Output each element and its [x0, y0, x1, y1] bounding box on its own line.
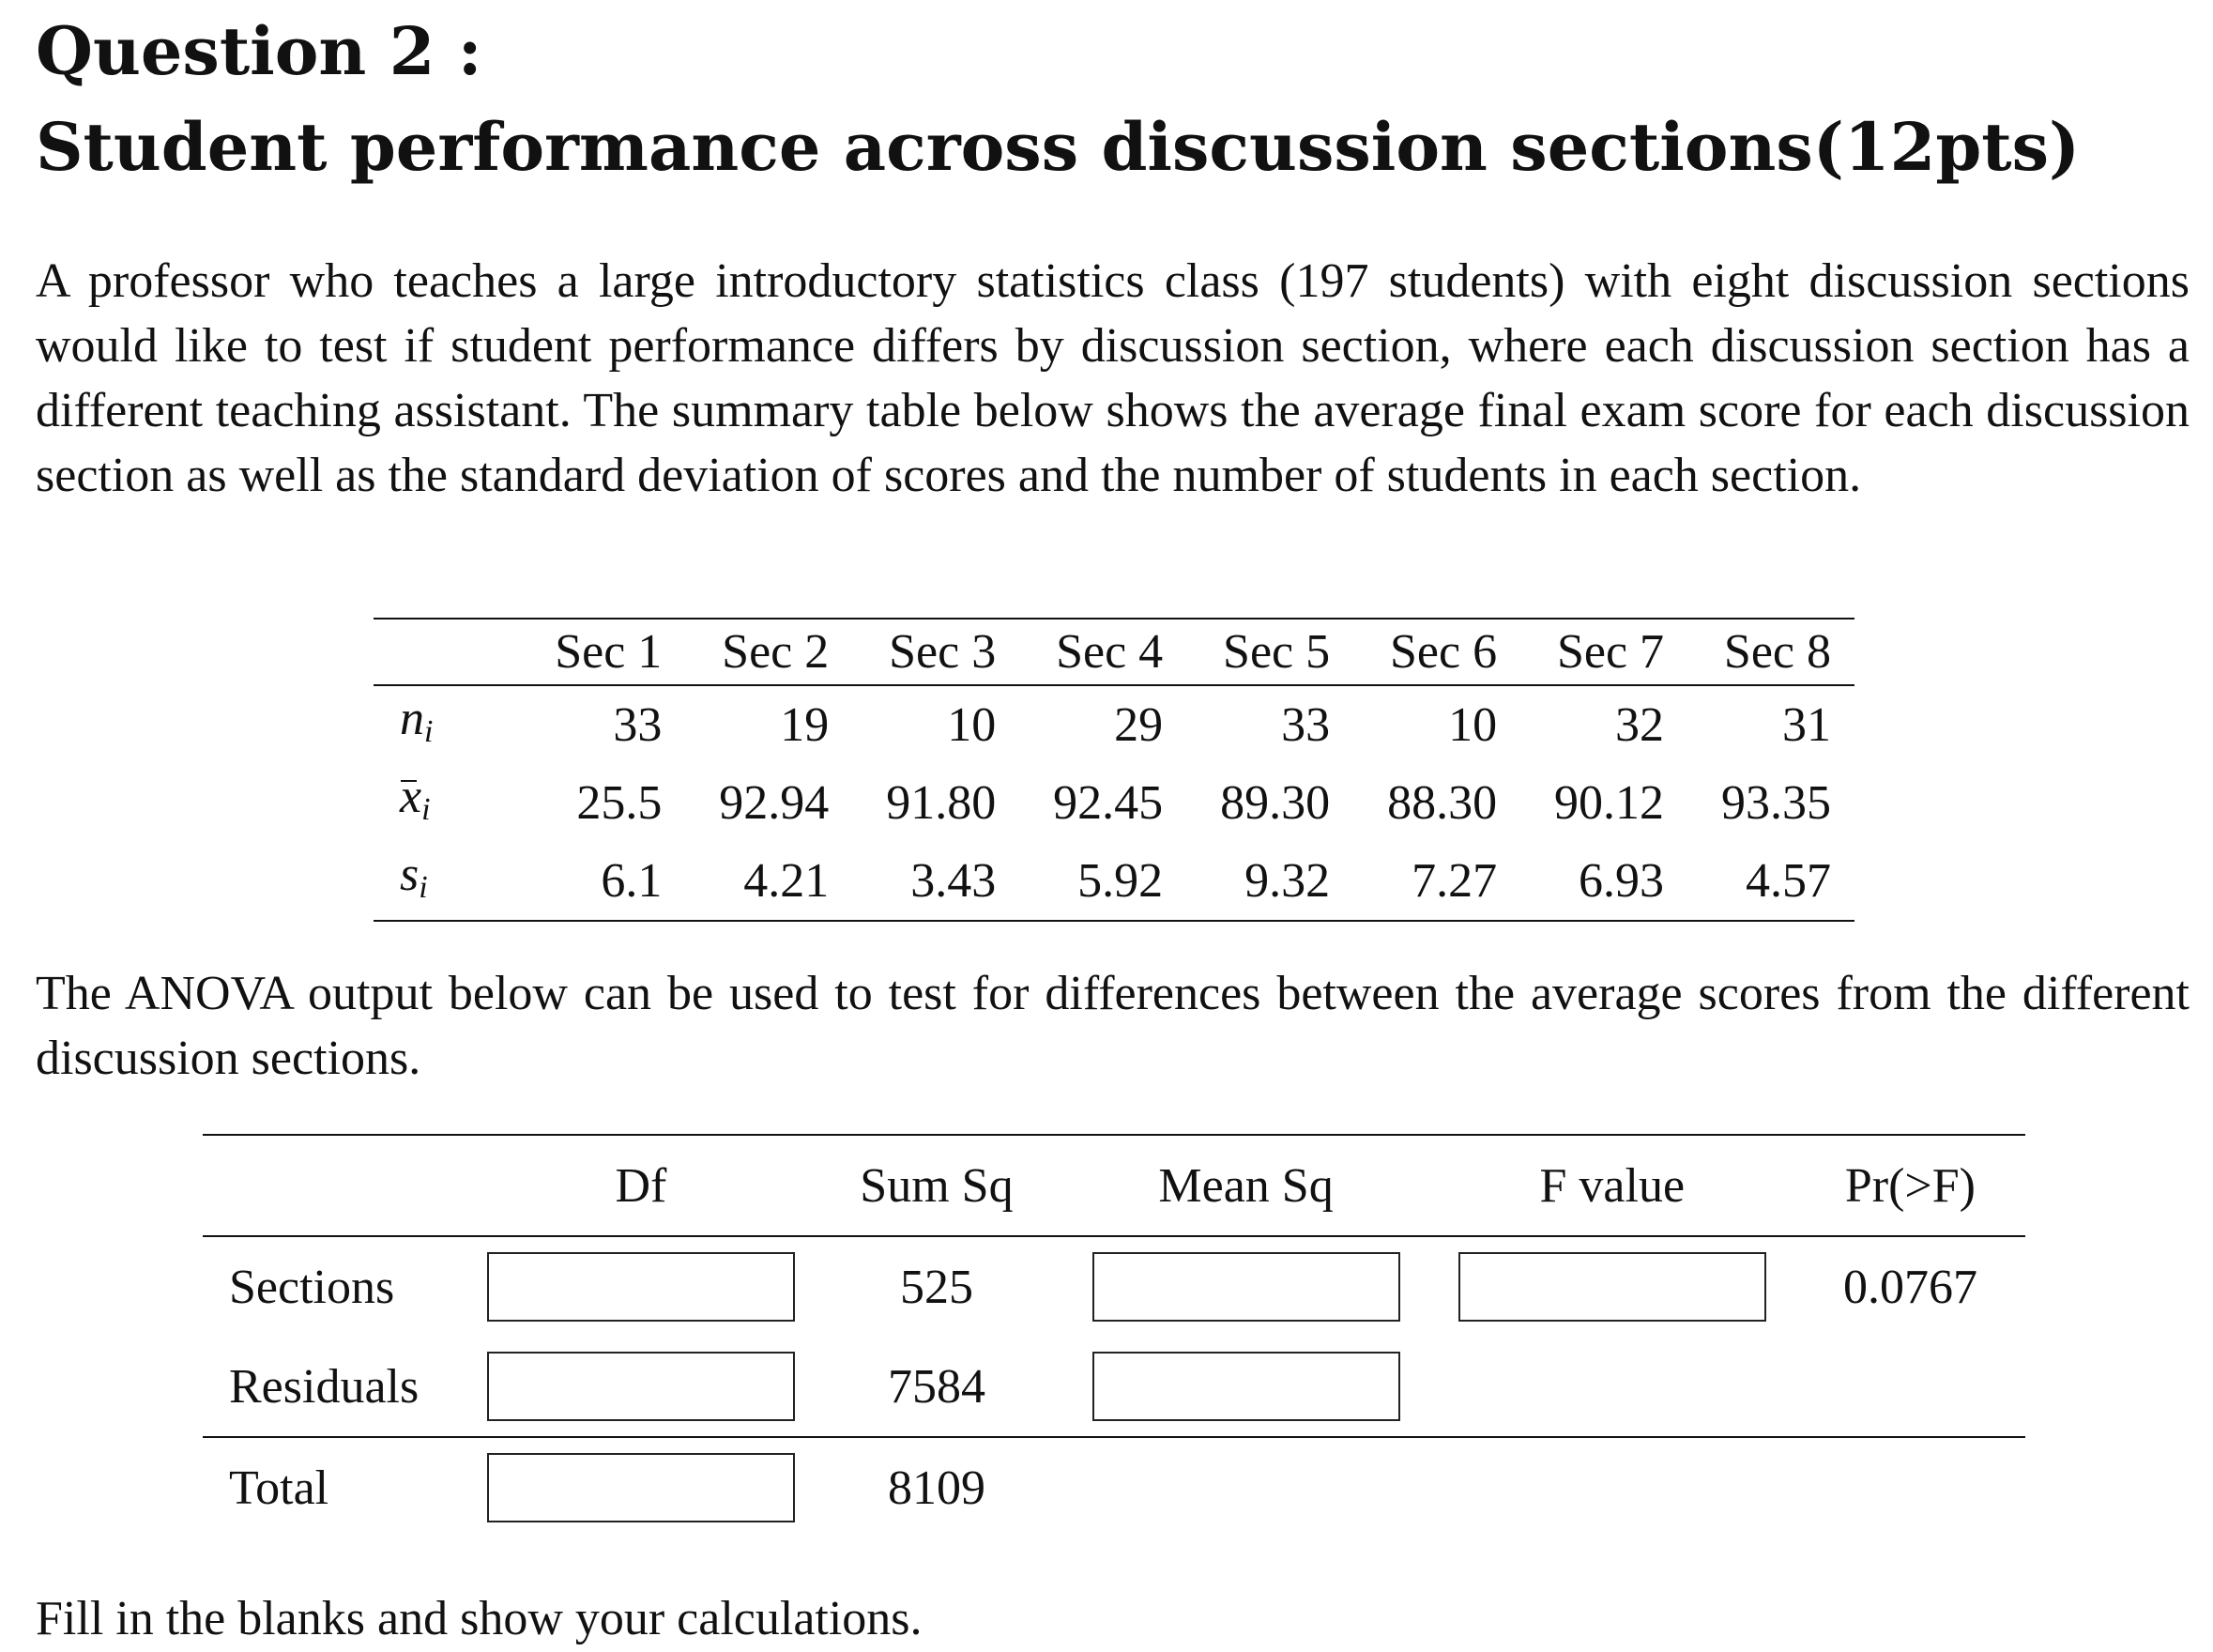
summary-cell: 25.5	[576, 776, 663, 830]
sections-f-value-blank[interactable]	[1458, 1252, 1766, 1322]
sections-df-blank[interactable]	[487, 1252, 795, 1322]
anova-row-total	[203, 1437, 2025, 1537]
summary-cell: 93.35	[1721, 776, 1831, 830]
anova-cell-sum-sq: 525	[899, 1260, 973, 1314]
row-symbol-xbar	[374, 764, 522, 842]
row-symbol-s	[374, 842, 522, 921]
anova-cell-mean-sq	[1062, 1337, 1428, 1437]
anova-cell-df	[471, 1437, 810, 1537]
summary-row-mean	[374, 764, 1854, 842]
summary-row-n	[374, 685, 1854, 764]
anova-header-row	[203, 1135, 2025, 1236]
summary-cell: 33	[613, 698, 663, 752]
anova-header-sum-sq: Sum Sq	[860, 1158, 1014, 1213]
anova-cell-df	[471, 1236, 810, 1337]
summary-header-cell: Sec 5	[1223, 625, 1331, 679]
anova-row-label: Total	[229, 1461, 329, 1515]
symbol-letter: s	[400, 848, 420, 901]
anova-cell-f-value	[1429, 1236, 1795, 1337]
anova-cell-p-value: 0.0767	[1842, 1260, 1977, 1314]
closing-instruction: Fill in the blanks and show your calculations.	[36, 1592, 923, 1645]
summary-cell: 5.92	[1077, 854, 1164, 908]
summary-cell: 91.80	[886, 776, 997, 830]
summary-cell: 19	[780, 698, 830, 752]
symbol-subscript: i	[424, 714, 434, 749]
summary-cell: 89.30	[1220, 776, 1331, 830]
anova-cell-empty	[1429, 1337, 1795, 1437]
anova-cell-empty	[1795, 1437, 2025, 1537]
summary-table	[374, 618, 1854, 922]
summary-cell: 92.94	[719, 776, 830, 830]
anova-cell-empty	[1795, 1337, 2025, 1437]
summary-cell: 10	[947, 698, 997, 752]
summary-header-cell: Sec 1	[555, 625, 663, 679]
summary-cell: 32	[1615, 698, 1665, 752]
summary-cell: 29	[1114, 698, 1164, 752]
anova-header-df: Df	[615, 1158, 667, 1213]
sections-mean-sq-blank[interactable]	[1092, 1252, 1400, 1322]
summary-cell: 90.12	[1554, 776, 1665, 830]
summary-cell: 3.43	[910, 854, 997, 908]
anova-cell-empty	[1429, 1437, 1795, 1537]
summary-header-cell: Sec 3	[889, 625, 997, 679]
summary-cell: 9.32	[1244, 854, 1331, 908]
anova-corner-cell	[203, 1135, 471, 1236]
residuals-df-blank[interactable]	[487, 1352, 795, 1421]
anova-cell-df	[471, 1337, 810, 1437]
summary-header-row	[374, 619, 1854, 685]
symbol-subscript: i	[421, 792, 431, 827]
summary-header-cell: Sec 8	[1723, 625, 1831, 679]
question-title: Student performance across discussion sections(12pts)	[36, 108, 2081, 186]
summary-cell: 33	[1281, 698, 1331, 752]
summary-corner-cell	[374, 619, 522, 685]
anova-cell-empty	[1062, 1437, 1428, 1537]
anova-header-mean-sq: Mean Sq	[1158, 1158, 1334, 1213]
question-number: Question 2 :	[36, 12, 482, 90]
anova-cell-sum-sq: 7584	[887, 1359, 985, 1414]
anova-cell-mean-sq	[1062, 1236, 1428, 1337]
summary-cell: 4.57	[1746, 854, 1831, 908]
summary-cell: 4.21	[743, 854, 830, 908]
summary-cell: 7.27	[1412, 854, 1498, 908]
anova-cell-sum-sq: 8109	[887, 1461, 985, 1515]
summary-cell: 92.45	[1053, 776, 1164, 830]
row-symbol-n	[374, 685, 522, 764]
summary-header-cell: Sec 7	[1556, 625, 1665, 679]
anova-row-label: Residuals	[229, 1359, 420, 1414]
summary-row-sd	[374, 842, 1854, 921]
symbol-subscript: i	[419, 870, 428, 905]
anova-header-p-value: Pr(>F)	[1844, 1158, 1976, 1213]
summary-header-cell: Sec 4	[1056, 625, 1164, 679]
symbol-letter-overbar: x	[400, 764, 421, 829]
summary-header-cell: Sec 6	[1389, 625, 1498, 679]
summary-cell: 6.1	[601, 854, 663, 908]
summary-cell: 6.93	[1579, 854, 1665, 908]
anova-table	[203, 1134, 2025, 1537]
residuals-mean-sq-blank[interactable]	[1092, 1352, 1400, 1421]
anova-row-sections	[203, 1236, 2025, 1337]
summary-header-cell: Sec 2	[722, 625, 830, 679]
summary-cell: 10	[1448, 698, 1498, 752]
anova-header-f-value: F value	[1539, 1158, 1686, 1213]
summary-cell: 88.30	[1387, 776, 1498, 830]
anova-row-label: Sections	[229, 1260, 395, 1314]
total-df-blank[interactable]	[487, 1453, 795, 1522]
anova-row-residuals	[203, 1337, 2025, 1437]
anova-intro-paragraph: The ANOVA output below can be used to test for differences between the average scores from the different discussion sections.	[36, 967, 2190, 1085]
symbol-letter: n	[400, 692, 424, 745]
intro-paragraph: A professor who teaches a large introductory statistics class (197 students) with eight discussion sections would like to test if student performance differs by discussion section, where each discussion section has a different teaching assistant. The summary table below shows the average final exam score for each discussion section as well as the standard deviation of scores and the number of students in each section.	[36, 254, 2190, 502]
summary-cell: 31	[1782, 698, 1831, 752]
